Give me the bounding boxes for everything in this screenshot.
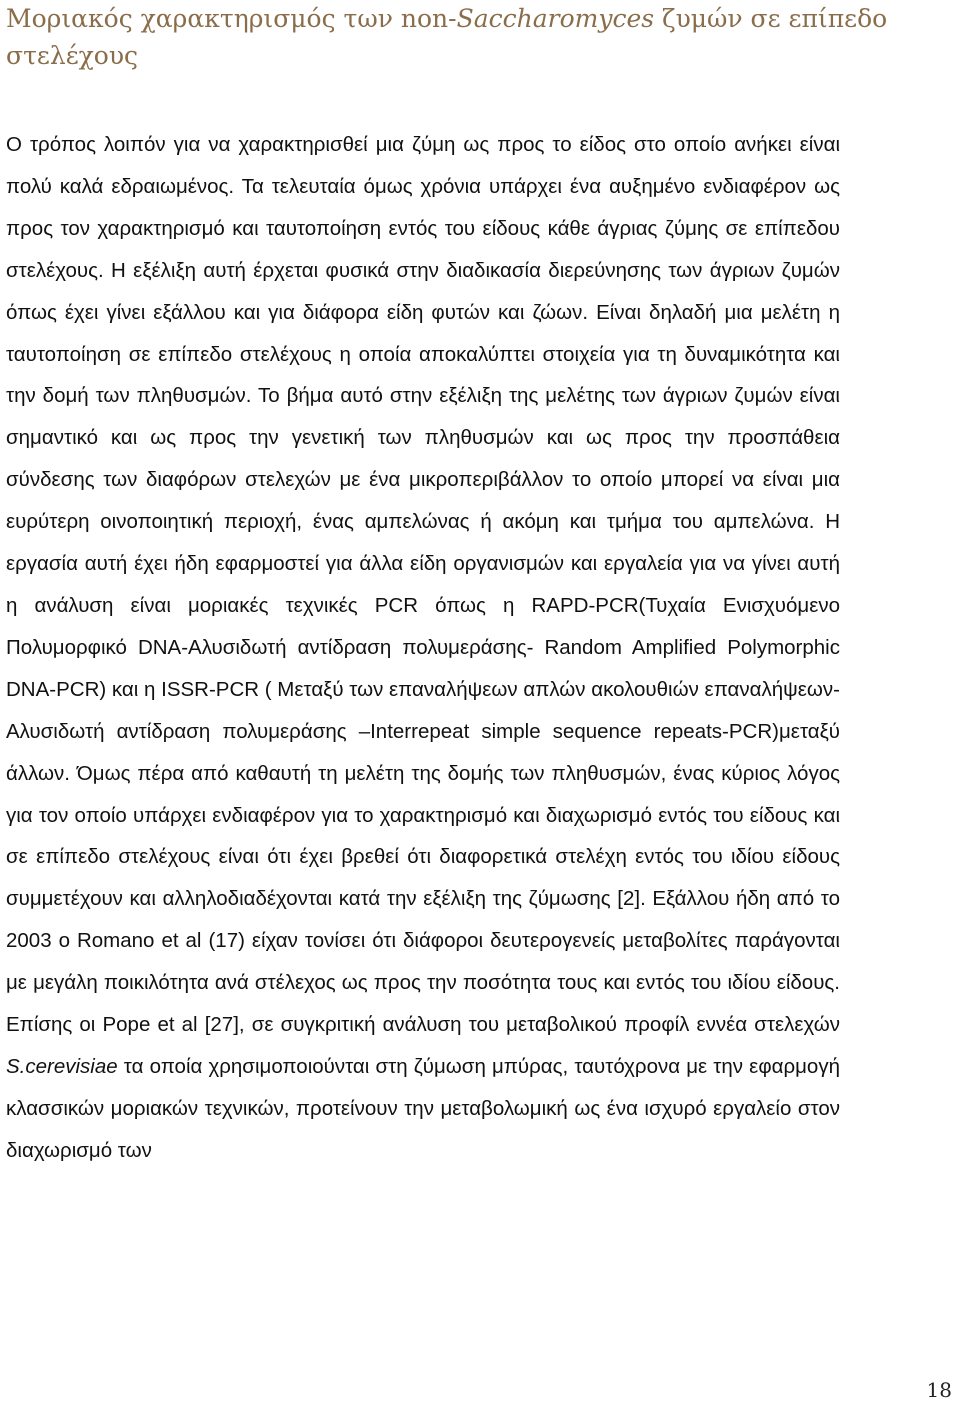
section-heading [6, 0, 946, 74]
heading-part-1: Μοριακός χαρακτηρισμός των non- [6, 4, 457, 33]
species-name-italic: S.cerevisiae [6, 1054, 118, 1078]
heading-part-3: ζυμών σε επίπεδο στελέχους [6, 4, 888, 70]
body-paragraph [6, 124, 840, 1172]
paragraph-text-1: Ο τρόπος λοιπόν για να χαρακτηρισθεί μια ζύμη ως προς το είδος στο οποίο ανήκει είναι πολύ καλά εδραιωμένος. Τα τελευταία όμως χρόνια υπάρχει ένα αυξημένο ενδιαφέρον ως προς τον χαρακτηρισμό και ταυτοποίηση εντός του είδους κάθε άγριας ζύμης σε επίπεδου στελέχους. Η εξέλιξη αυτή έρχεται φυσικά στην διαδικασία διερεύνησης των άγριων ζυμών όπως έχει γίνει εξάλλου και για διάφορα είδη φυτών και ζώων. Είναι δηλαδή μια μελέτη η ταυτοποίηση σε επίπεδο στελέχους η οποία αποκαλύπτει στοιχεία για τη δυναμικότητα και την δομή των πληθυσμών. Το βήμα αυτό στην εξέλιξη της μελέτης των άγριων ζυμών είναι σημαντικό και ως προς την γενετική των πληθυσμών και ως προς την προσπάθεια σύνδεσης των διαφόρων στελεχών με ένα μικροπεριβάλλον το οποίο μπορεί να είναι μια ευρύτερη οινοποιητική περιοχή, ένας αμπελώνας ή ακόμη και τμήμα του αμπελώνα. Η εργασία αυτή έχει ήδη εφαρμοστεί για άλλα είδη οργανισμών και εργαλεία για να γίνει αυτή η ανάλυση είναι μοριακές τεχνικές PCR όπως η RAPD-PCR(Τυχαία Ενισχυόμενο Πολυμορφικό DNA-Αλυσιδωτή αντίδραση πολυμεράσης- Random Amplified Polymorphic DNA-PCR) και η ISSR-PCR ( Μεταξύ των επαναλήψεων απλών ακολουθιών επαναλήψεων-Αλυσιδωτή αντίδραση πολυμεράσης –Interrepeat simple sequence repeats-PCR)μεταξύ άλλων. Όμως πέρα από καθαυτή τη μελέτη της δομής των πληθυσμών, ένας κύριος λόγος για τον οποίο υπάρχει ενδιαφέρον για το χαρακτηρισμό και διαχωρισμό εντός του είδους και σε επίπεδο στελέχους είναι ότι έχει βρεθεί ότι διαφορετικά στελέχη εντός του ιδίου είδους συμμετέχουν και αλληλοδιαδέχονται κατά την εξέλιξη της ζύμωσης [2]. Εξάλλου ήδη από το 2003 ο Romano et al (17) είχαν τονίσει ότι διάφοροι δευτερογενείς μεταβολίτες παράγονται με μεγάλη ποικιλότητα ανά στέλεχος ως προς την ποσότητα τους και εντός του ιδίου είδους. Επίσης οι Pope et al [27], σε συγκριτική ανάλυση του μεταβολικού προφίλ εννέα στελεχών [6, 133, 840, 1037]
paragraph-text-2: τα οποία χρησιμοποιούνται στη ζύμωση μπύρας, ταυτόχρονα με την εφαρμογή κλασσικών μοριακών τεχνικών, προτείνουν την μεταβολωμική ως ένα ισχυρό εργαλείο στον διαχωρισμό των [6, 1054, 840, 1162]
heading-genus-italic: Saccharomyces [456, 4, 655, 33]
page-number: 18 [926, 1378, 952, 1402]
